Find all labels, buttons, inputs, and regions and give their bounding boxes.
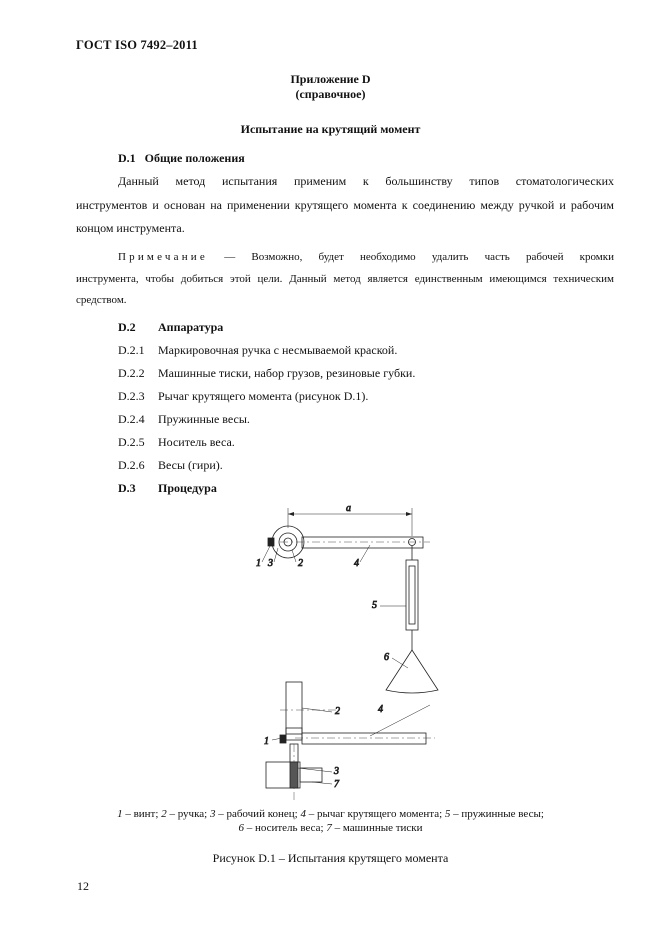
label-6: 6 [384, 652, 389, 663]
caption-key: 3 [209, 808, 216, 820]
list-item-text: Носитель веса. [158, 435, 235, 449]
label-a: a [346, 503, 351, 514]
list-item-text: Машинные тиски, набор грузов, резиновые губки. [158, 366, 416, 380]
list-item-text: Маркировочная ручка с несмываемой краской. [158, 343, 398, 357]
note-block [76, 247, 614, 312]
list-item [118, 343, 397, 358]
label-side-2: 2 [335, 706, 340, 717]
caption-value: – носитель веса; [243, 822, 327, 834]
label-4: 4 [354, 558, 359, 569]
list-item [118, 389, 368, 404]
list-item-number: D.2.3 [118, 389, 145, 403]
standard-header: ГОСТ ISO 7492–2011 [76, 38, 198, 52]
caption-line1 [0, 807, 661, 821]
lever-side [302, 733, 426, 744]
list-item-number: D.2.4 [118, 412, 145, 426]
annex-heading [0, 72, 661, 102]
caption-value: – винт; [122, 808, 162, 820]
section-d1-paragraph [76, 170, 614, 241]
list-item-text: Пружинные весы. [158, 412, 250, 426]
caption-key: 6 [238, 822, 244, 834]
list-item-text: Весы (гири). [158, 458, 223, 472]
section-d3-number: D.3 [118, 481, 136, 495]
caption-key: 5 [444, 808, 451, 820]
caption-value: – пружинные весы; [450, 808, 544, 820]
list-item [118, 366, 415, 381]
section-d1-number: D.1 [118, 151, 136, 165]
section-d2-title: Аппаратура [158, 320, 224, 334]
section-d2-heading [118, 320, 223, 335]
list-item [118, 412, 250, 427]
section-d1-heading [118, 151, 245, 166]
caption-value: – рабочий конец; [215, 808, 301, 820]
top-view [256, 503, 438, 693]
note-line1-text: Возможно, будет необходимо удалить часть рабочей кромки [251, 251, 614, 263]
caption-key: 4 [300, 808, 306, 820]
section-d3-heading [118, 481, 217, 496]
list-item-number: D.2.2 [118, 366, 145, 380]
note-rest: инструмента, чтобы добиться этой цели. Данный метод является единственным имеющимся техническим средством. [76, 272, 614, 306]
label-side-1: 1 [264, 736, 269, 747]
list-item [118, 458, 223, 473]
label-side-3: 3 [334, 766, 339, 777]
figure-title: Рисунок D.1 – Испытания крутящего момента [212, 851, 449, 865]
label-1: 1 [256, 558, 261, 569]
caption-value: – ручка; [166, 808, 210, 820]
side-view [264, 682, 435, 800]
handle-side [286, 682, 302, 734]
list-item-number: D.2.6 [118, 458, 145, 472]
section-d2-number: D.2 [118, 320, 136, 334]
label-side-4: 4 [378, 704, 383, 715]
document-title: Испытание на крутящий момент [240, 122, 421, 136]
label-5: 5 [372, 600, 377, 611]
caption-line2 [0, 821, 661, 835]
weight-carrier [386, 650, 438, 693]
label-3: 3 [268, 558, 273, 569]
page-number: 12 [77, 879, 89, 893]
list-item-text: Рычаг крутящего момента (рисунок D.1). [158, 389, 369, 403]
section-d1-line1: Данный метод испытания применим к большинству типов стоматологических [118, 174, 614, 188]
caption-key: 2 [161, 808, 167, 820]
torque-test-figure [240, 500, 440, 800]
section-d1-title: Общие положения [144, 151, 245, 165]
caption-value: – рычаг крутящего момента; [305, 808, 445, 820]
list-item-number: D.2.1 [118, 343, 145, 357]
note-label: Примечание [118, 251, 208, 263]
caption-key: 7 [326, 822, 332, 834]
note-line1 [76, 247, 614, 269]
list-item [118, 435, 235, 450]
section-d1-rest: инструментов и основан на применении крутящего момента к соединению между ручкой и рабочим концом инструмента. [76, 197, 614, 235]
spring-balance [406, 560, 418, 630]
annex-title: Приложение D [290, 72, 371, 86]
list-item-number: D.2.5 [118, 435, 145, 449]
caption-value: – машинные тиски [331, 822, 423, 834]
annex-subtitle: (справочное) [295, 87, 366, 101]
label-side-7: 7 [334, 779, 339, 790]
section-d3-title: Процедура [158, 481, 217, 495]
note-dash: — [224, 251, 236, 263]
label-2: 2 [298, 558, 303, 569]
caption-key: 1 [117, 808, 123, 820]
lever-arm [302, 537, 423, 548]
figure-caption [0, 807, 661, 835]
